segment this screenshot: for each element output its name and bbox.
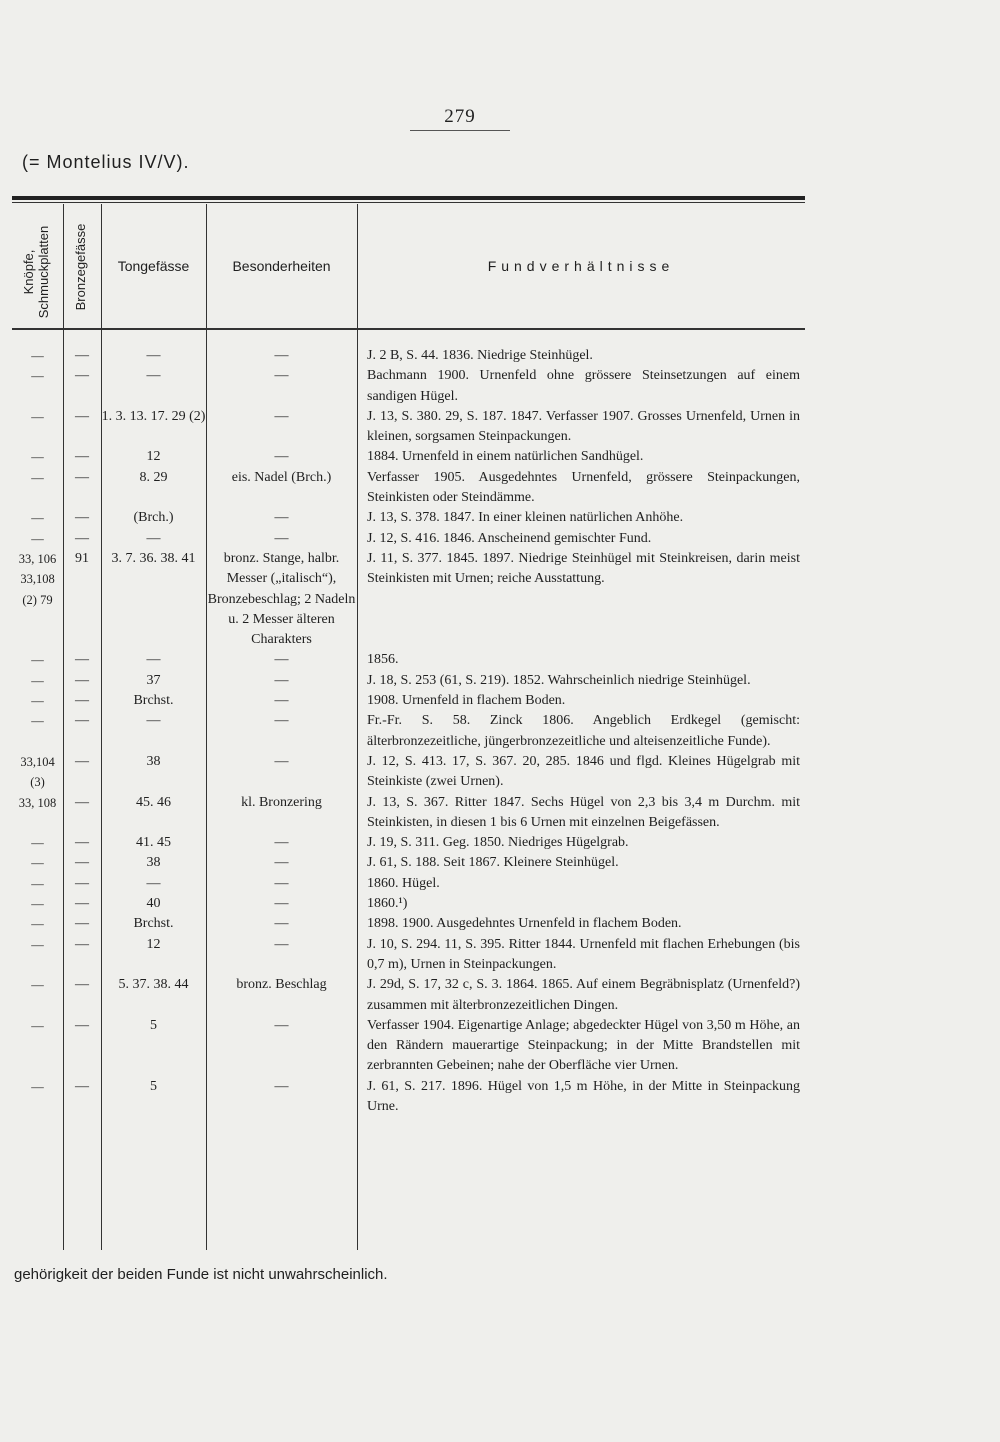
table-row — [12, 447, 809, 467]
cell-fundverhaeltnisse: J. 19, S. 311. Geg. 1850. Niedriges Hügelgrab. — [367, 835, 629, 851]
table-row — [12, 691, 809, 711]
cell-knoepfe: — — [31, 836, 44, 851]
cell-knoepfe: — — [31, 694, 44, 709]
cell-tongefaesse: 12 — [146, 449, 161, 465]
cell-bronzegefaesse: — — [75, 896, 89, 912]
cell-besonderheiten: bronz. Beschlag — [236, 977, 327, 993]
cell-knoepfe: — — [31, 937, 44, 952]
cell-bronzegefaesse: — — [75, 916, 89, 932]
cell-fundverhaeltnisse: J. 13, S. 367. Ritter 1847. Sechs Hügel von 2,3 bis 3,4 m Durchm. mit Steinkisten, in diesen 1 bis 6 Urnen mit einzelnen Beigefässen. — [367, 794, 800, 830]
cell-fundverhaeltnisse: J. 29d, S. 17, 32 c, S. 3. 1864. 1865. Auf einem Begräbnisplatz (Urnenfeld?) zusammen mit älterbronzezeitlichen Dingen. — [367, 977, 800, 1013]
table-top-rule — [12, 196, 805, 200]
cell-tongefaesse: (Brch.) — [133, 510, 174, 526]
cell-tongefaesse: — — [146, 368, 161, 384]
cell-bronzegefaesse: — — [75, 469, 89, 485]
table-row — [12, 793, 809, 834]
cell-bronzegefaesse: — — [75, 348, 89, 363]
cell-knoepfe: 33, 106 33,108 (2) 79 — [18, 551, 57, 607]
cell-fundverhaeltnisse: J. 10, S. 294. 11, S. 395. Ritter 1844. Urnenfeld mit flachen Erhebungen (bis 0,7 m), Urnen in Steinpackungen. — [367, 936, 800, 972]
cell-fundverhaeltnisse: J. 11, S. 377. 1845. 1897. Niedrige Steinhügel mit Steinkreisen, darin meist Steinkisten mit Urnen; reiche Ausstattung. — [367, 550, 800, 587]
cell-bronzegefaesse: — — [75, 368, 89, 384]
cell-bronzegefaesse: — — [75, 449, 89, 465]
cell-knoepfe: 33, 108 — [18, 795, 57, 810]
cell-besonderheiten: eis. Nadel (Brch.) — [231, 469, 332, 485]
table-row — [12, 874, 809, 894]
table-row — [12, 671, 809, 691]
cell-fundverhaeltnisse: Bachmann 1900. Urnenfeld ohne grössere Steinsetzungen auf einem sandigen Hügel. — [367, 368, 800, 404]
table-row — [12, 935, 809, 976]
cell-besonderheiten: — — [274, 916, 289, 932]
cell-tongefaesse: — — [146, 875, 161, 891]
cell-besonderheiten: — — [274, 1017, 289, 1033]
cell-tongefaesse: 45. 46 — [136, 794, 171, 810]
table-row — [12, 833, 809, 853]
cell-bronzegefaesse: — — [75, 753, 89, 769]
cell-tongefaesse: 1. 3. 13. 17. 29 (2) — [101, 408, 206, 424]
cell-fundverhaeltnisse: J. 61, S. 217. 1896. Hügel von 1,5 m Höhe, in der Mitte in Steinpackung Urne. — [367, 1078, 800, 1114]
cell-knoepfe: — — [31, 369, 44, 384]
cell-besonderheiten: — — [274, 753, 289, 769]
cell-bronzegefaesse: — — [75, 936, 89, 952]
cell-tongefaesse: 12 — [146, 936, 161, 952]
cell-fundverhaeltnisse: Fr.-Fr. S. 58. Zinck 1806. Angeblich Erdkegel (gemischt: älterbronzezeitliche, jüngerbronzezeitliche und alteisenzeitliche Funde). — [367, 713, 800, 749]
cell-bronzegefaesse: — — [75, 510, 89, 526]
table-row — [12, 1016, 809, 1077]
column-header-fundverhaeltnisse: Fundverhältnisse — [487, 258, 675, 274]
cell-fundverhaeltnisse: Verfasser 1905. Ausgedehntes Urnenfeld, grössere Steinpackungen, Steinkisten oder Steindämme. — [367, 469, 800, 506]
table-row — [12, 407, 809, 448]
table-row — [12, 711, 809, 752]
cell-bronzegefaesse: — — [75, 530, 89, 546]
cell-fundverhaeltnisse: J. 2 B, S. 44. 1836. Niedrige Steinhügel. — [367, 348, 593, 363]
table-header-rule — [12, 328, 805, 330]
cell-knoepfe: — — [31, 978, 44, 993]
table-row — [12, 468, 809, 509]
cell-bronzegefaesse: — — [75, 875, 89, 891]
cell-besonderheiten: — — [274, 510, 289, 526]
table-row — [12, 1077, 809, 1118]
table-body — [12, 346, 809, 1117]
cell-besonderheiten: — — [274, 936, 289, 952]
table-row — [12, 894, 809, 914]
cell-tongefaesse: 37 — [146, 672, 161, 688]
cell-tongefaesse: Brchst. — [133, 916, 174, 932]
cell-fundverhaeltnisse: J. 18, S. 253 (61, S. 219). 1852. Wahrscheinlich niedrige Steinhügel. — [367, 672, 751, 688]
cell-besonderheiten: — — [274, 1078, 289, 1094]
cell-bronzegefaesse: — — [75, 977, 89, 993]
cell-knoepfe: — — [31, 876, 44, 891]
cell-knoepfe: — — [31, 511, 44, 526]
cell-knoepfe: — — [31, 714, 44, 729]
table-row — [12, 366, 809, 407]
cell-tongefaesse: — — [146, 713, 161, 729]
header-note: (= Montelius IV/V). — [22, 152, 190, 172]
page-number-rule — [410, 130, 510, 131]
cell-knoepfe: — — [31, 856, 44, 871]
cell-besonderheiten: — — [274, 652, 289, 668]
cell-tongefaesse: — — [146, 348, 161, 363]
cell-fundverhaeltnisse: 1856. — [367, 652, 399, 668]
cell-fundverhaeltnisse: 1860. Hügel. — [367, 875, 440, 891]
cell-bronzegefaesse: — — [75, 1078, 89, 1094]
footer-text: gehörigkeit der beiden Funde ist nicht unwahrscheinlich. — [14, 1266, 388, 1283]
cell-besonderheiten: — — [274, 348, 289, 363]
cell-knoepfe: — — [31, 1079, 44, 1094]
cell-tongefaesse: 41. 45 — [136, 835, 171, 851]
table-row — [12, 975, 809, 1016]
cell-besonderheiten: — — [274, 530, 289, 546]
cell-knoepfe: — — [31, 673, 44, 688]
column-header-bronzegefaesse: Bronzegefässe — [73, 223, 88, 311]
column-header-besonderheiten: Besonderheiten — [232, 258, 331, 274]
cell-bronzegefaesse: — — [75, 794, 89, 810]
table-row — [12, 752, 809, 793]
cell-knoepfe: 33,104 (3) — [20, 754, 55, 790]
cell-bronzegefaesse: — — [75, 693, 89, 709]
cell-bronzegefaesse: — — [75, 1017, 89, 1033]
cell-tongefaesse: 5 — [150, 1078, 157, 1094]
page-number: 279 — [444, 106, 476, 127]
table-row — [12, 650, 809, 670]
cell-bronzegefaesse: — — [75, 408, 89, 424]
cell-fundverhaeltnisse: J. 12, S. 413. 17, S. 367. 20, 285. 1846 und flgd. Kleines Hügelgrab mit Steinkiste (zwei Urnen). — [367, 753, 800, 790]
cell-tongefaesse: — — [146, 530, 161, 546]
cell-besonderheiten: — — [274, 449, 289, 465]
cell-tongefaesse: 5. 37. 38. 44 — [118, 977, 189, 993]
cell-besonderheiten: — — [274, 835, 289, 851]
table-row — [12, 529, 809, 549]
cell-tongefaesse: 40 — [146, 896, 161, 912]
cell-besonderheiten: — — [274, 693, 289, 709]
cell-bronzegefaesse: — — [75, 652, 89, 668]
cell-fundverhaeltnisse: J. 61, S. 188. Seit 1867. Kleinere Steinhügel. — [367, 855, 619, 871]
cell-tongefaesse: 3. 7. 36. 38. 41 — [111, 550, 196, 566]
cell-fundverhaeltnisse: Verfasser 1904. Eigenartige Anlage; abgedeckter Hügel von 3,50 m Höhe, an den Rändern mauerartige Steinpackung; in der Mitte Brandstellen mit zerbrannten Gebeinen; nahe der Oberfläche vier Urnen. — [367, 1017, 800, 1074]
table-top-rule-thin — [12, 202, 805, 203]
cell-besonderheiten: — — [274, 672, 289, 688]
column-header-knoepfe: Knöpfe, Schmuckplatten — [21, 225, 51, 319]
cell-besonderheiten: — — [274, 408, 289, 424]
cell-bronzegefaesse: 91 — [75, 550, 89, 566]
cell-bronzegefaesse: — — [75, 855, 89, 871]
cell-fundverhaeltnisse: 1898. 1900. Ausgedehntes Urnenfeld in flachem Boden. — [367, 916, 682, 932]
cell-fundverhaeltnisse: 1860.¹) — [367, 896, 408, 912]
cell-besonderheiten: — — [274, 855, 289, 871]
column-header-tongefaesse: Tongefässe — [117, 258, 190, 274]
cell-bronzegefaesse: — — [75, 835, 89, 851]
table-row — [12, 508, 809, 528]
cell-bronzegefaesse: — — [75, 672, 89, 688]
table-row — [12, 346, 809, 366]
cell-besonderheiten: — — [274, 368, 289, 384]
cell-knoepfe: — — [31, 409, 44, 424]
cell-knoepfe: — — [31, 531, 44, 546]
cell-fundverhaeltnisse: 1908. Urnenfeld in flachem Boden. — [367, 693, 566, 709]
cell-tongefaesse: 38 — [146, 855, 161, 871]
cell-besonderheiten: — — [274, 896, 289, 912]
table-row — [12, 549, 809, 650]
cell-knoepfe: — — [31, 450, 44, 465]
cell-knoepfe: — — [31, 897, 44, 912]
cell-besonderheiten: — — [274, 713, 289, 729]
cell-tongefaesse: — — [146, 652, 161, 668]
cell-bronzegefaesse: — — [75, 713, 89, 729]
cell-besonderheiten: kl. Bronzering — [241, 794, 322, 810]
cell-tongefaesse: 38 — [146, 753, 161, 769]
table-row — [12, 853, 809, 873]
cell-besonderheiten: bronz. Stange, halbr. Messer („italisch“), Bronzebeschlag; 2 Nadeln u. 2 Messer älteren Charakters — [207, 550, 356, 648]
cell-knoepfe: — — [31, 653, 44, 668]
cell-fundverhaeltnisse: J. 12, S. 416. 1846. Anscheinend gemischter Fund. — [367, 530, 652, 546]
table-row — [12, 914, 809, 934]
cell-fundverhaeltnisse: J. 13, S. 380. 29, S. 187. 1847. Verfasser 1907. Grosses Urnenfeld, Urnen in kleinen, sorgsamen Steinpackungen. — [367, 408, 800, 445]
cell-knoepfe: — — [31, 349, 44, 363]
cell-knoepfe: — — [31, 917, 44, 932]
cell-knoepfe: — — [31, 470, 44, 485]
cell-besonderheiten: — — [274, 875, 289, 891]
cell-knoepfe: — — [31, 1018, 44, 1033]
cell-tongefaesse: Brchst. — [133, 693, 174, 709]
cell-fundverhaeltnisse: J. 13, S. 378. 1847. In einer kleinen natürlichen Anhöhe. — [367, 510, 684, 526]
cell-fundverhaeltnisse: 1884. Urnenfeld in einem natürlichen Sandhügel. — [367, 449, 644, 465]
cell-tongefaesse: 8. 29 — [139, 469, 168, 485]
cell-tongefaesse: 5 — [150, 1017, 157, 1033]
